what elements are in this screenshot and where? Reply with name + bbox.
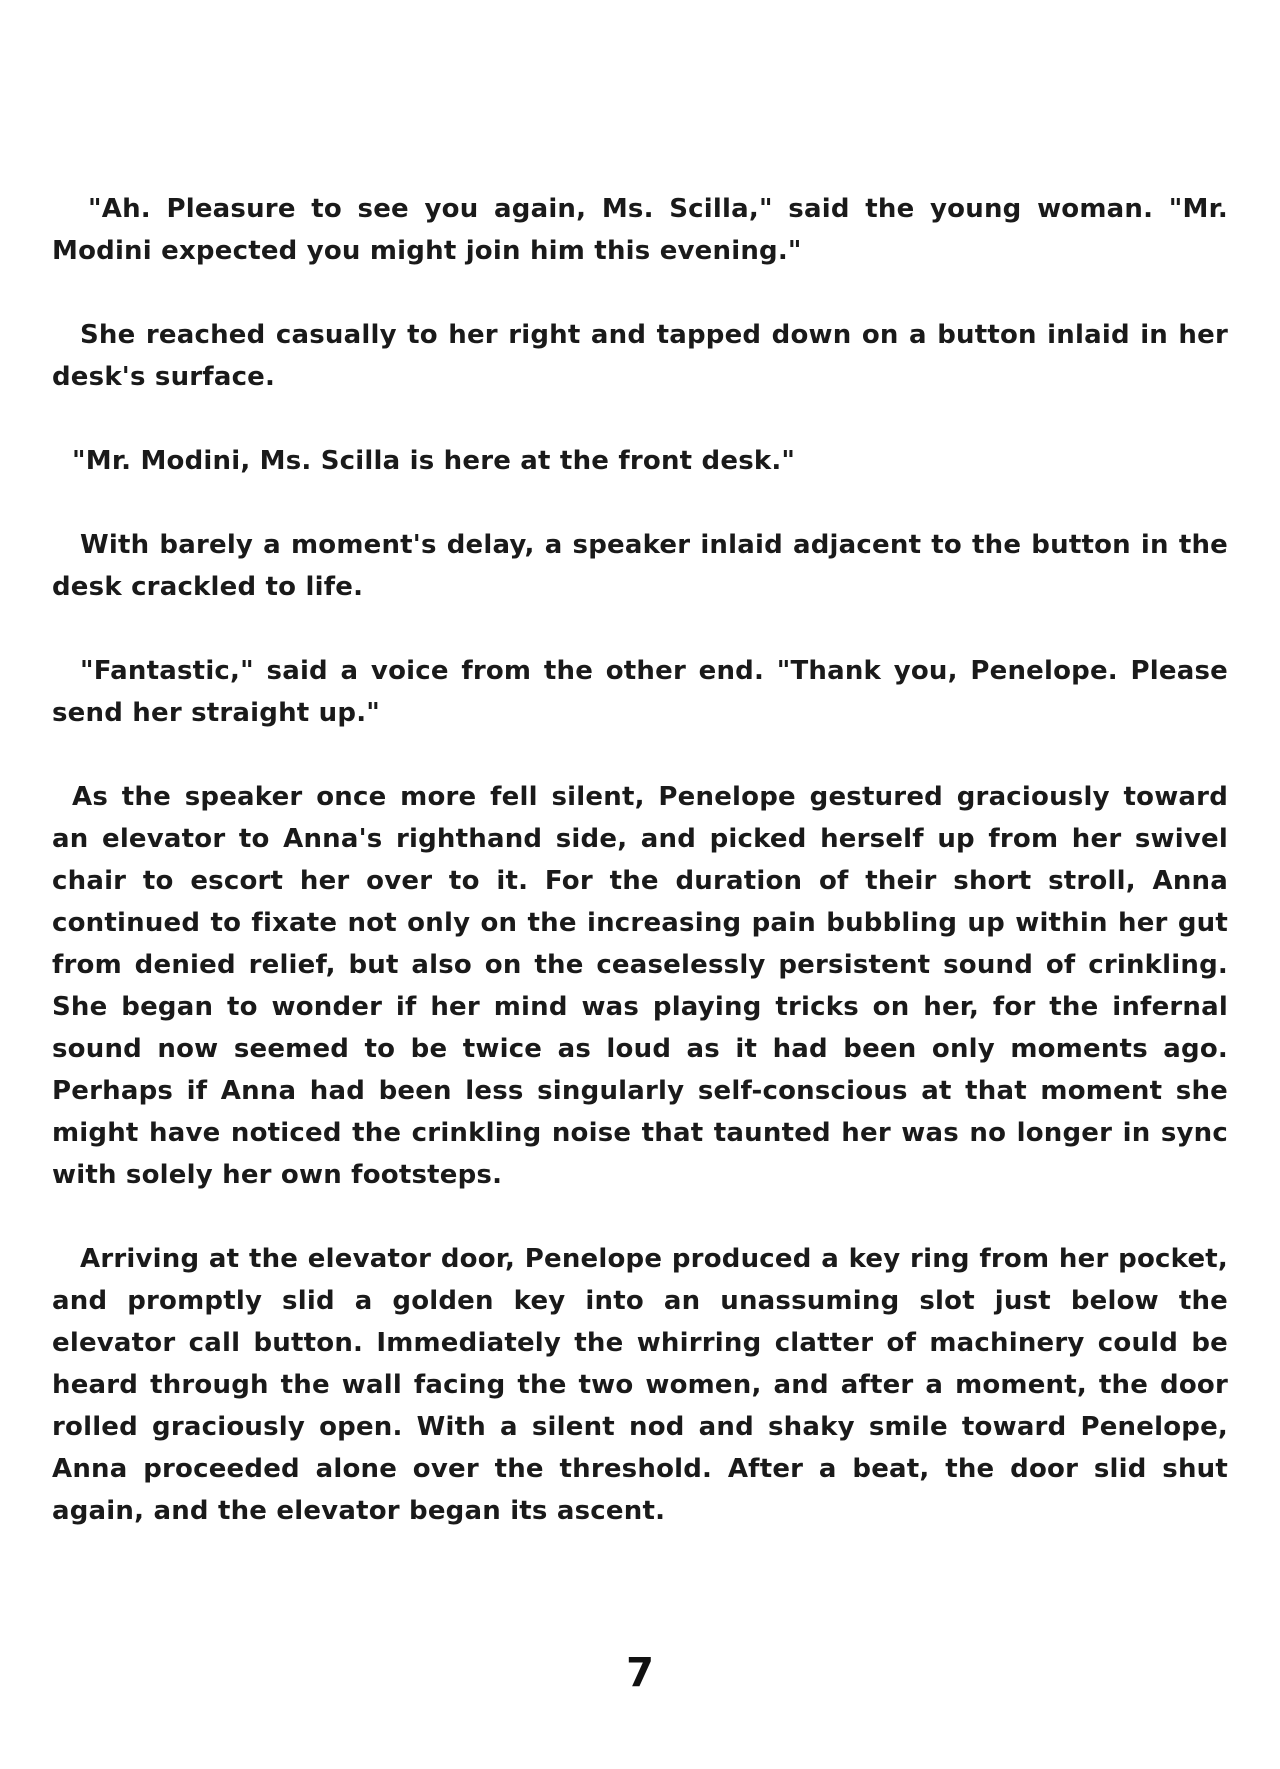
paragraph-speaker-crackle: With barely a moment's delay, a speaker inlaid adjacent to the button in the desk crackled to life. (52, 530, 1228, 602)
body-text (52, 188, 1228, 1574)
paragraph-button-tap: She reached casually to her right and tapped down on a button inlaid in her desk's surface. (52, 320, 1228, 392)
paragraph-voice-reply: "Fantastic," said a voice from the other end. "Thank you, Penelope. Please send her straight up." (52, 656, 1228, 728)
paragraph-greeting: "Ah. Pleasure to see you again, Ms. Scilla," said the young woman. "Mr. Modini expected you might join him this evening." (52, 194, 1228, 266)
page-number: 7 (626, 1650, 654, 1696)
paragraph-elevator: Arriving at the elevator door, Penelope produced a key ring from her pocket, and promptly slid a golden key into an unassuming slot just below the elevator call button. Immediately the whirring clatter of machinery could be heard through the wall facing the two women, and after a moment, the door rolled graciously open. With a silent nod and shaky smile toward Penelope, Anna proceeded alone over the threshold. After a beat, the door slid shut again, and the elevator began its ascent. (52, 1244, 1228, 1526)
paragraph-stroll: As the speaker once more fell silent, Penelope gestured graciously toward an elevator to Anna's righthand side, and picked herself up from her swivel chair to escort her over to it. For the duration of their short stroll, Anna continued to fixate not only on the increasing pain bubbling up within her gut from denied relief, but also on the ceaselessly persistent sound of crinkling. She began to wonder if her mind was playing tricks on her, for the infernal sound now seemed to be twice as loud as it had been only moments ago. Perhaps if Anna had been less singularly self-conscious at that moment she might have noticed the crinkling noise that taunted her was no longer in sync with solely her own footsteps. (52, 782, 1228, 1190)
paragraph-intercom-call: "Mr. Modini, Ms. Scilla is here at the front desk." (72, 446, 796, 476)
